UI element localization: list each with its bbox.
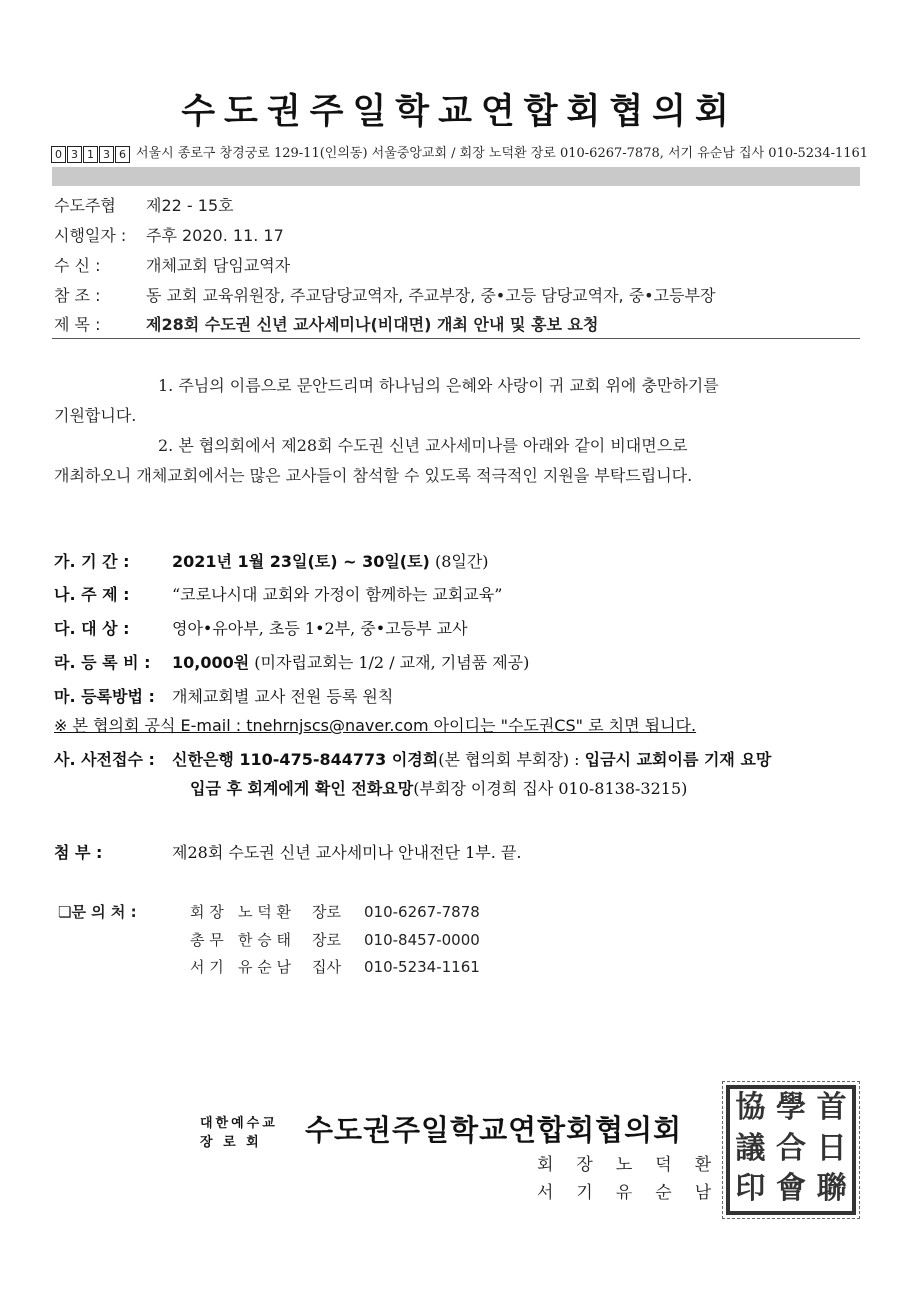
period-note: (8일간)	[434, 552, 489, 571]
recipient-value: 개체교회 담임교역자	[146, 256, 291, 275]
zip-digit: 6	[115, 146, 130, 163]
bank-account: 신한은행 110-475-844773 이경희	[172, 750, 439, 769]
attachment-label: 첨 부 :	[54, 843, 103, 862]
denomination-line-1: 대한예수교	[200, 1116, 278, 1131]
contact-title: 장로	[312, 903, 341, 921]
paragraph-2-line-2: 개최하오니 개체교회에서는 많은 교사들이 참석할 수 있도록 적극적인 지원을 부탁드립니다.	[54, 466, 693, 485]
address-bar	[46, 143, 872, 165]
document-title: 수도권주일학교연합회협의회	[181, 92, 738, 132]
period-value: 2021년 1월 23일(토) ~ 30일(토)	[172, 552, 430, 571]
pre-registration-line-2	[190, 776, 687, 799]
seal-glyph: 日	[816, 1130, 847, 1166]
contacts-label: ❏문 의 처 :	[58, 903, 137, 921]
denomination-line-2: 장 로 회	[200, 1135, 262, 1150]
bank-account-note: (본 협의회 부회장) :	[438, 750, 580, 769]
date-label: 시행일자 :	[54, 226, 127, 245]
period-label: 가. 기 간 :	[54, 552, 130, 571]
theme-label: 나. 주 제 :	[54, 585, 130, 604]
footer-org-name: 수도권주일학교연합회협의회	[305, 1113, 683, 1147]
date-row	[54, 223, 284, 246]
contact-name: 노 덕 환	[238, 903, 292, 921]
fee-label: 라. 등 록 비 :	[54, 653, 151, 672]
fee-value: 10,000원	[172, 653, 250, 672]
contact-name: 유 순 남	[238, 958, 292, 976]
fee-note: (미자립교회는 1/2 / 교재, 기념품 제공)	[254, 653, 530, 672]
reference-value: 동 교회 교육위원장, 주교담당교역자, 주교부장, 중•고등 담당교역자, 중•고등부장	[146, 286, 716, 305]
doc-number-label: 수도주협	[54, 196, 116, 215]
target-value: 영아•유아부, 초등 1•2부, 중•고등부 교사	[172, 619, 468, 638]
subject-row	[54, 312, 598, 335]
zip-digit: 0	[51, 146, 66, 163]
contact-title: 장로	[312, 931, 341, 949]
paragraph-1-line-2: 기원합니다.	[54, 406, 137, 425]
recipient-row	[54, 253, 290, 276]
confirm-call-contact: (부회장 이경희 집사 010-8138-3215)	[413, 779, 688, 798]
target-label: 다. 대 상 :	[54, 619, 130, 638]
zip-digit: 3	[67, 146, 82, 163]
official-seal-stamp	[726, 1085, 856, 1215]
contact-title: 집사	[312, 958, 341, 976]
president-signature-line: 회장노덕환	[537, 1155, 735, 1175]
secretary-signature-line: 서기유순남	[537, 1183, 735, 1203]
attachment-row	[54, 840, 521, 863]
theme-row	[54, 582, 502, 605]
seal-glyph: 聯	[816, 1171, 847, 1207]
header-divider-band	[52, 167, 860, 186]
address-text: 서울시 종로구 창경궁로 129-11(인의동) 서울중앙교회 / 회장 노덕환 장로 010-6267-7878, 서기 유순남 집사 010-5234-1161	[136, 146, 869, 161]
seal-glyph: 協	[735, 1090, 766, 1125]
seal-glyph: 會	[775, 1171, 806, 1207]
subject-underline	[52, 338, 860, 339]
method-value: 개체교회별 교사 전원 등록 원칙	[172, 687, 394, 706]
subject-value: 제28회 수도권 신년 교사세미나(비대면) 개최 안내 및 홍보 요청	[146, 315, 599, 334]
pre-registration-label: 사. 사전접수 :	[54, 750, 155, 769]
seal-glyph: 學	[775, 1090, 806, 1125]
zip-digit: 3	[99, 146, 114, 163]
contact-row	[190, 956, 480, 977]
method-row	[54, 684, 393, 707]
theme-value: “코로나시대 교회와 가정이 함께하는 교회교육”	[172, 585, 503, 604]
seal-glyph: 合	[775, 1130, 806, 1166]
zip-digit: 1	[83, 146, 98, 163]
seal-glyph: 印	[735, 1171, 766, 1207]
seal-glyph: 議	[735, 1130, 766, 1166]
fee-row	[54, 650, 529, 673]
recipient-label: 수 신 :	[54, 256, 101, 275]
reference-row	[54, 283, 715, 306]
pre-registration-row	[54, 747, 771, 770]
paragraph-1-line-1: 1. 주님의 이름으로 문안드리며 하나님의 은혜와 사랑이 귀 교회 위에 충만하기를	[158, 376, 719, 395]
contact-phone: 010-8457-0000	[364, 931, 480, 949]
contact-role: 총 무	[190, 931, 224, 949]
contact-phone: 010-6267-7878	[364, 903, 480, 921]
date-value: 주후 2020. 11. 17	[146, 226, 284, 245]
paragraph-2-line-1: 2. 본 협의회에서 제28회 수도권 신년 교사세미나를 아래와 같이 비대면으로	[158, 436, 688, 455]
contact-role: 서 기	[190, 958, 224, 976]
contact-name: 한 승 태	[238, 931, 292, 949]
deposit-instruction: 입금시 교회이름 기재 요망	[584, 750, 772, 769]
subject-label: 제 목 :	[54, 315, 101, 334]
method-label: 마. 등록방법 :	[54, 687, 155, 706]
doc-number-row	[54, 193, 234, 216]
contact-phone: 010-5234-1161	[364, 958, 480, 976]
doc-number-value: 제22 - 15호	[146, 196, 234, 215]
attachment-value: 제28회 수도권 신년 교사세미나 안내전단 1부. 끝.	[172, 843, 522, 862]
contact-role: 회 장	[190, 903, 224, 921]
email-note: ※ 본 협의회 공식 E-mail : tnehrnjscs@naver.com 아이디는 "수도권CS" 로 치면 됩니다.	[54, 716, 697, 735]
contact-row	[190, 901, 480, 922]
period-row	[54, 549, 489, 572]
confirm-call-instruction: 입금 후 회계에게 확인 전화요망	[190, 779, 414, 798]
contact-row	[190, 929, 480, 950]
seal-glyph: 首	[816, 1090, 847, 1125]
reference-label: 참 조 :	[54, 286, 101, 305]
zip-code	[51, 146, 131, 163]
target-row	[54, 616, 468, 639]
